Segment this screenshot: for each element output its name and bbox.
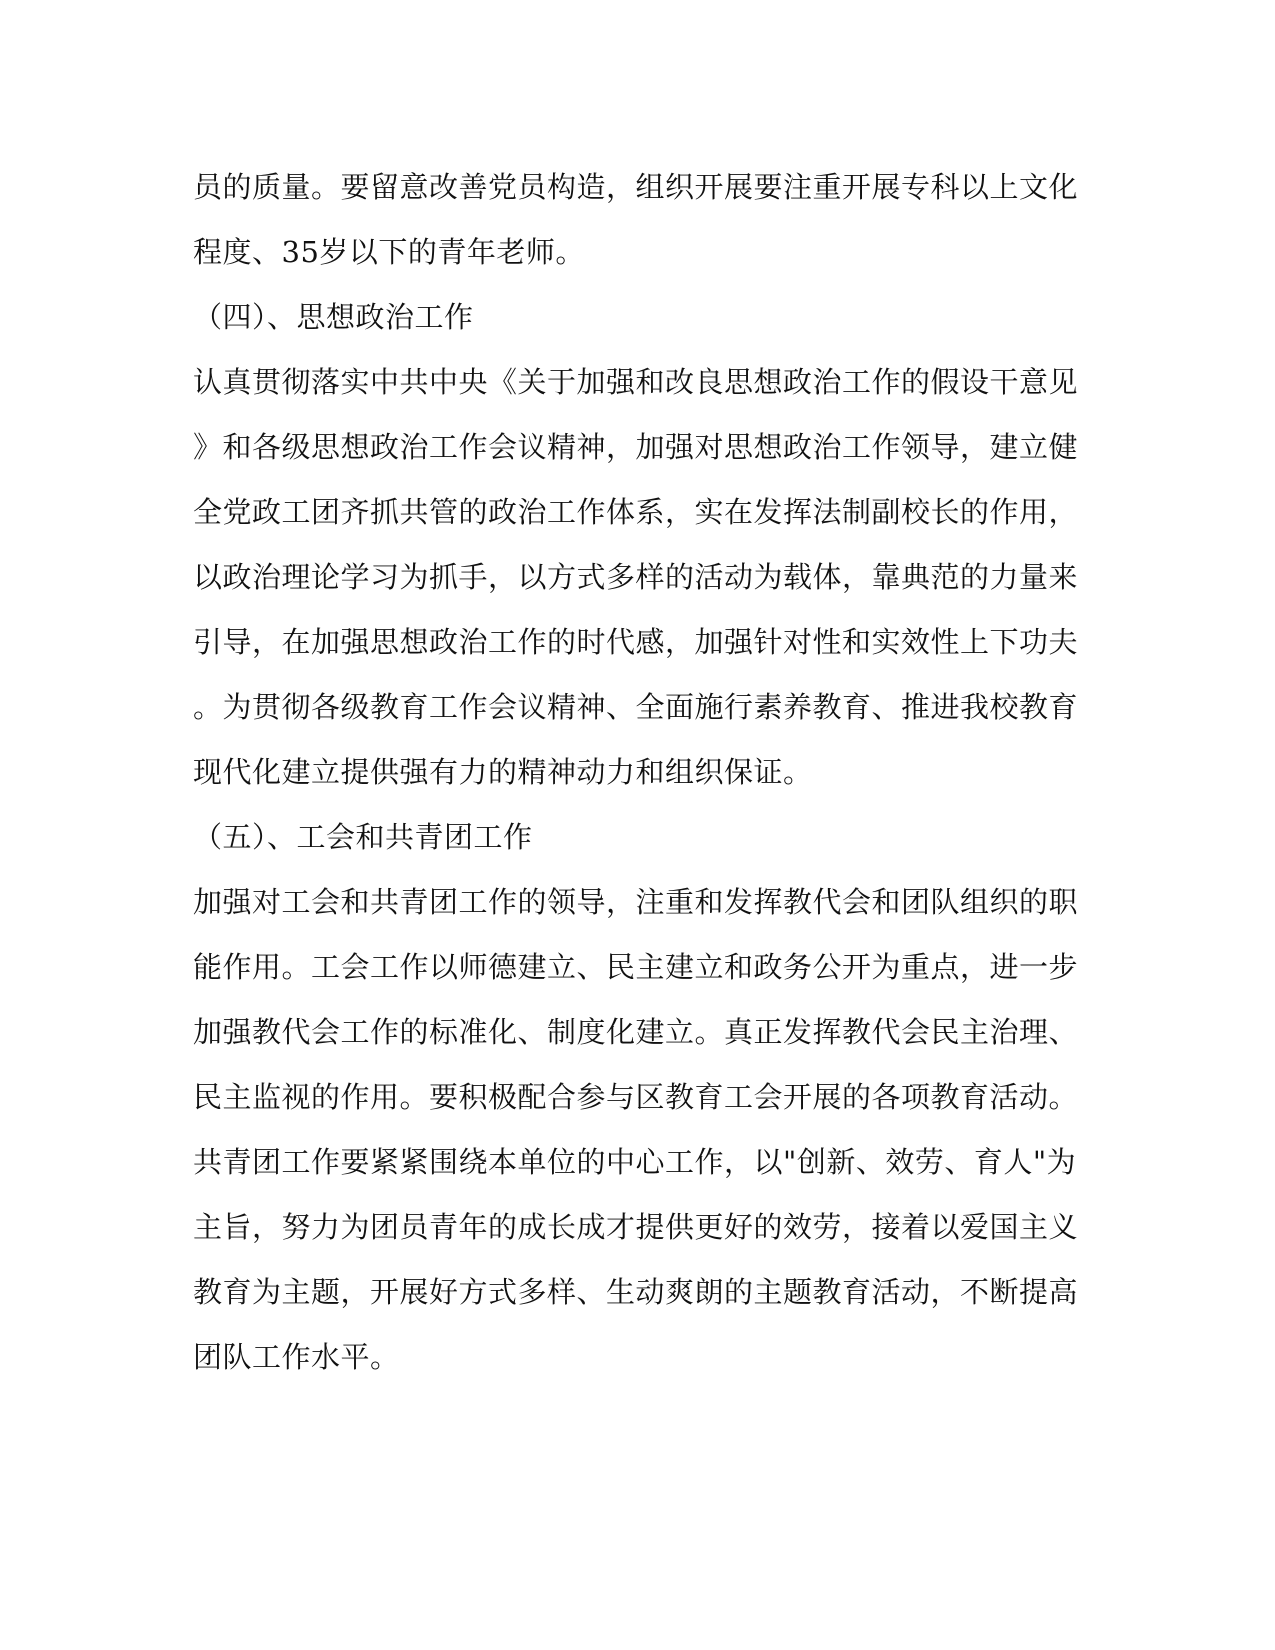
document-body	[193, 155, 1093, 1390]
body-line: 加强教代会工作的标准化、制度化建立。真正发挥教代会民主治理、	[193, 1015, 1079, 1049]
body-line: 民主监视的作用。要积极配合参与区教育工会开展的各项教育活动。	[193, 1080, 1079, 1114]
section-heading: （四）、思想政治工作	[193, 300, 474, 334]
body-line: 。为贯彻各级教育工作会议精神、全面施行素养教育、推进我校教育	[193, 690, 1079, 724]
body-line: 能作用。工会工作以师德建立、民主建立和政务公开为重点，进一步	[193, 950, 1079, 984]
body-line: 教育为主题，开展好方式多样、生动爽朗的主题教育活动，不断提高	[193, 1275, 1079, 1309]
section-heading: （五）、工会和共青团工作	[193, 820, 533, 854]
body-line: 主旨，努力为团员青年的成长成才提供更好的效劳，接着以爱国主义	[193, 1210, 1079, 1244]
body-line: 认真贯彻落实中共中央《关于加强和改良思想政治工作的假设干意见	[193, 365, 1079, 399]
body-line: 引导，在加强思想政治工作的时代感，加强针对性和实效性上下功夫	[193, 625, 1079, 659]
body-line: 加强对工会和共青团工作的领导，注重和发挥教代会和团队组织的职	[193, 885, 1079, 919]
body-line: 全党政工团齐抓共管的政治工作体系，实在发挥法制副校长的作用，	[193, 495, 1079, 529]
body-line: 团队工作水平。	[193, 1340, 400, 1374]
body-line: 程度、35岁以下的青年老师。	[193, 235, 585, 269]
body-line: 》和各级思想政治工作会议精神，加强对思想政治工作领导，建立健	[193, 430, 1079, 464]
body-line: 以政治理论学习为抓手，以方式多样的活动为载体，靠典范的力量来	[193, 560, 1079, 594]
body-line: 员的质量。要留意改善党员构造，组织开展要注重开展专科以上文化	[193, 170, 1079, 204]
body-line: 现代化建立提供强有力的精神动力和组织保证。	[193, 755, 813, 789]
body-line: 共青团工作要紧紧围绕本单位的中心工作，以"创新、效劳、育人"为	[193, 1145, 1077, 1179]
